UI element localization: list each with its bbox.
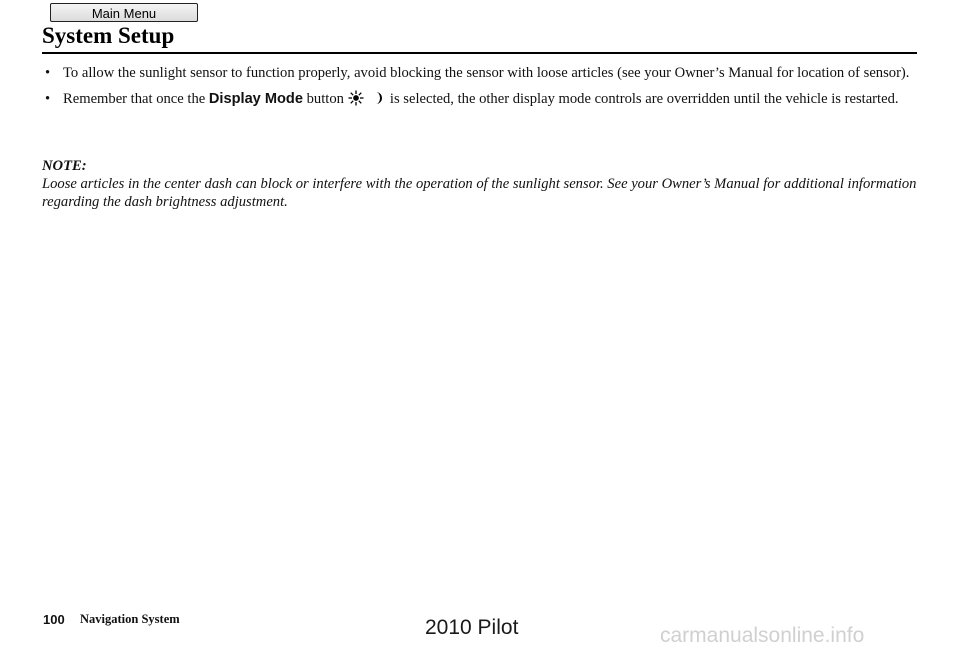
display-mode-icons: [346, 90, 386, 111]
bullet-text-middle: button: [302, 91, 344, 107]
bullet-list: [42, 64, 917, 119]
main-menu-button[interactable]: Main Menu: [50, 3, 198, 22]
title-divider: [42, 52, 917, 54]
page-title: System Setup: [42, 23, 175, 48]
bullet-text-after: is selected, the other display mode controls are overridden until the vehicle is restarted.: [389, 91, 899, 107]
bullet-text-before: Remember that once the: [63, 91, 209, 107]
model-watermark: 2010 Pilot: [425, 616, 519, 639]
page-number: 100: [43, 612, 65, 627]
list-item: [42, 64, 917, 82]
list-item: [42, 90, 917, 111]
display-mode-label: Display Mode: [208, 91, 303, 107]
note-label: NOTE:: [42, 158, 87, 174]
sun-icon: [348, 91, 363, 106]
bullet-text: To allow the sunlight sensor to function properly, avoid blocking the sensor with loose articles (see your Owner’s Manual for location of sensor).: [63, 65, 910, 81]
moon-icon: [376, 92, 382, 104]
note-block: [42, 157, 922, 211]
footer-section-title: Navigation System: [80, 612, 180, 626]
note-text: Loose articles in the center dash can block or interfere with the operation of the sunlight sensor. See your Owner’s Manual for additional information regarding the dash brightness adjustment.: [42, 176, 917, 210]
site-watermark: carmanualsonline.info: [660, 624, 865, 647]
